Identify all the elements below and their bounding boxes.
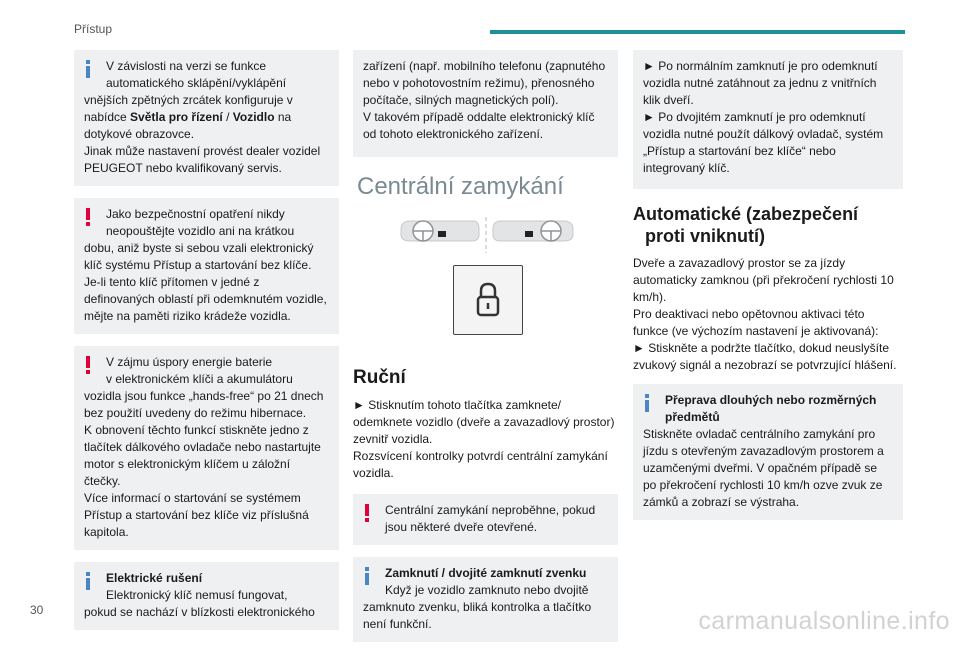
box-text: neopouštějte vozidlo ani na krátkou — [106, 224, 295, 238]
info-box-external-lock — [353, 557, 618, 642]
central-locking-figure — [353, 213, 618, 353]
automatic-text: ► Stiskněte a podržte tlačítko, dokud neuslyšíte zvukový signál a nezobrazí se potvrzující hlášení. — [633, 341, 897, 372]
watermark: carmanualsonline.info — [698, 607, 950, 635]
header-accent-bar — [490, 30, 905, 34]
box-text: Elektronický klíč nemusí fungovat, — [106, 588, 288, 602]
box-text: Stiskněte ovladač centrálního zamykání pro jízdu s otevřeným zavazadlovým prostorem a uzamčenými dveřmi. V opačném případě se po překročení rychlosti 10 km/h ozve zvuk ze zámků a zobrazí se výstraha. — [643, 427, 884, 509]
padlock-icon — [454, 266, 522, 334]
column-3 — [633, 50, 903, 532]
automatic-text: Dveře a zavazadlový prostor se za jízdy automaticky zamknou (při překročení rychlosti 10 km/h). — [633, 256, 894, 304]
warning-box-security — [74, 198, 339, 334]
box-text: zařízení (např. mobilního telefonu (zapnutého nebo v pohotovostním režimu), přenosného počítače, silných magnetických polí). — [363, 59, 606, 107]
box-text: Když je vozidlo zamknuto nebo dvojitě — [385, 583, 589, 597]
manual-text: ► Stisknutím tohoto tlačítka zamknete/ odemknete vozidlo (dveře a zavazadlový prostor) zevnitř vozidla. — [353, 398, 615, 446]
lock-button-marker — [525, 231, 533, 237]
box-text: Jinak může nastavení provést dealer vozidel PEUGEOT nebo kvalifikovaný servis. — [84, 144, 321, 175]
warning-icon — [85, 208, 91, 226]
info-box-mirrors — [74, 50, 339, 186]
box-title: Zamknutí / dvojité zamknutí zvenku — [385, 566, 587, 580]
heading-line: proti vniknutí) — [645, 226, 765, 246]
info-icon — [85, 60, 91, 78]
box-text: vnějších zpětných zrcátek konfiguruje v nabídce Světla pro řízení / Vozidlo na dotykové obrazovce. — [84, 93, 293, 141]
box-text: Jako bezpečnostní opatření nikdy — [106, 207, 285, 221]
heading-line: Automatické (zabezpečení — [633, 204, 859, 224]
section-header: Přístup — [74, 22, 113, 36]
box-text: v elektronickém klíči a akumulátoru — [106, 372, 293, 386]
manual-text: Rozsvícení kontrolky potvrdí centrální zamykání vozidla. — [353, 449, 608, 480]
column-2 — [353, 50, 618, 654]
continued-box — [633, 50, 903, 189]
continued-box — [353, 50, 618, 157]
warning-box-battery — [74, 346, 339, 550]
box-text: Více informací o startování se systémem Přístup a startování bez klíče viz příslušná kapitola. — [84, 491, 309, 539]
box-title: Elektrické rušení — [106, 571, 203, 585]
lock-button-marker — [438, 231, 446, 237]
box-text: dobu, aniž byste si sebou vzali elektronický klíč systému Přístup a startování bez klíče. Je-li tento klíč přítomen v jedné z definovaných oblastí při odemknutém vozidle, mějte na paměti riziko krádeže vozidla. — [84, 241, 327, 323]
column-1 — [74, 50, 339, 642]
box-text: Centrální zamykání neproběhne, pokud — [385, 503, 596, 517]
info-icon — [364, 567, 370, 585]
central-lock-button — [453, 265, 523, 335]
box-text: pokud se nachází v blízkosti elektronického — [84, 605, 315, 619]
warning-box-doors — [353, 494, 618, 545]
page-number: 30 — [30, 603, 44, 617]
box-text: ► Po dvojitém zamknutí je pro odemknutí vozidla nutné použít dálkový ovladač, systém „Přístup a startování bez klíče“ nebo integrovaný klíč. — [643, 110, 884, 175]
info-box-long-objects — [633, 384, 903, 520]
box-text: ► Po normálním zamknutí je pro odemknutí vozidla nutné zatáhnout za jednu z vnitřních klik dveří. — [643, 59, 878, 107]
box-title: předmětů — [665, 410, 720, 424]
warning-icon — [85, 356, 91, 374]
info-icon — [644, 394, 650, 412]
box-text: V takovém případě oddalte elektronický klíč od tohoto elektronického zařízení. — [363, 110, 595, 141]
central-locking-heading: Centrální zamykání — [357, 173, 564, 200]
box-text: V závislosti na verzi se funkce — [106, 59, 267, 73]
box-text: automatického sklápění/vyklápění — [106, 76, 287, 90]
box-text: V zájmu úspory energie baterie — [106, 355, 273, 369]
warning-icon — [364, 504, 370, 522]
box-text: zamknuto zvenku, bliká kontrolka a tlačítko není funkční. — [363, 600, 592, 631]
box-text: jsou některé dveře otevřené. — [385, 520, 538, 534]
box-text: vozidla jsou funkce „hands-free“ po 21 dnech bez použití uvedeny do režimu hibernace. — [84, 389, 324, 420]
info-box-interference — [74, 562, 339, 630]
box-title: Přeprava dlouhých nebo rozměrných — [665, 393, 877, 407]
box-text: K obnovení těchto funkcí stiskněte jedno z tlačítek dálkového ovladače nebo nastartujte motor s elektronickým klíčem u záložní čtečky. — [84, 423, 321, 488]
info-icon — [85, 572, 91, 590]
manual-heading: Ruční — [353, 367, 406, 388]
automatic-text: Pro deaktivaci nebo opětovnou aktivaci této funkce (ve výchozím nastavení je aktivovaná): — [633, 307, 879, 338]
automatic-heading — [633, 203, 903, 247]
